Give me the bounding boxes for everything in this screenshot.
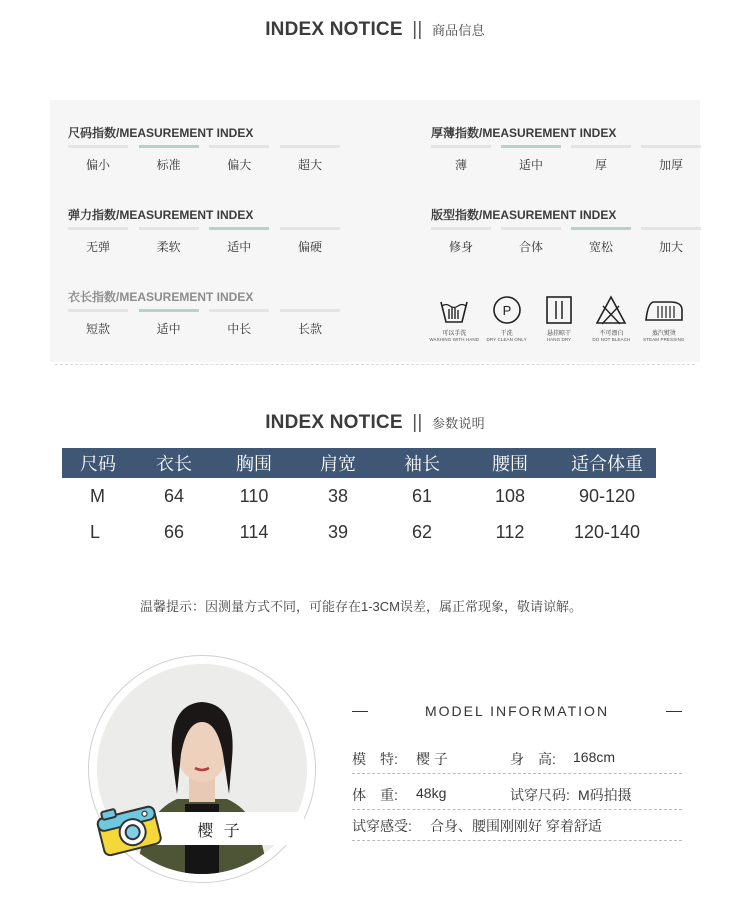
title-text: INDEX NOTICE bbox=[265, 412, 403, 433]
table-cell: 112 bbox=[495, 521, 525, 542]
hang-dry-icon bbox=[543, 294, 575, 326]
scale-option: 超大 bbox=[280, 145, 340, 173]
title-text: INDEX NOTICE bbox=[265, 19, 403, 40]
scale-option: 修身 bbox=[431, 227, 491, 255]
thickness-index bbox=[431, 124, 701, 173]
scale-option: 加大 bbox=[641, 227, 701, 255]
table-cell: M bbox=[90, 485, 105, 506]
scale-option: 偏小 bbox=[68, 145, 128, 173]
scale-option-active: 适中 bbox=[209, 227, 269, 255]
care-symbols bbox=[428, 294, 690, 342]
info-row-weight-size bbox=[352, 785, 682, 810]
scale-option: 薄 bbox=[431, 145, 491, 173]
table-cell: 64 bbox=[163, 485, 185, 506]
dry-clean-icon bbox=[491, 294, 523, 326]
table-cell: 62 bbox=[411, 521, 433, 542]
care-no-bleach: 不可漂白 DO NOT BLEACH bbox=[585, 294, 637, 342]
table-cell: 110 bbox=[239, 485, 269, 506]
steam-iron-icon bbox=[644, 294, 684, 326]
table-cell: 108 bbox=[494, 485, 526, 506]
header-cell: 适合体重 bbox=[558, 448, 656, 478]
table-row bbox=[62, 514, 656, 550]
title-subtitle: 商品信息 bbox=[431, 23, 485, 38]
feel-label: 试穿感受: bbox=[352, 818, 412, 834]
heading-text: MODEL INFORMATION bbox=[424, 703, 610, 719]
care-hang-dry: 悬挂晾干 HANG DRY bbox=[533, 294, 585, 342]
model-name-caption: 樱 子 bbox=[197, 823, 243, 840]
svg-text:P: P bbox=[502, 303, 511, 318]
title-separator: || bbox=[412, 412, 423, 433]
scale-option: 加厚 bbox=[641, 145, 701, 173]
elasticity-index bbox=[68, 206, 340, 255]
index-label: 衣长指数/MEASUREMENT INDEX bbox=[68, 290, 254, 304]
scale-option: 中长 bbox=[209, 309, 269, 337]
size-label: 试穿尺码: bbox=[510, 787, 570, 803]
weight-value: 48kg bbox=[416, 785, 447, 801]
care-dry-clean: P 干洗 DRY CLEAN ONLY bbox=[480, 294, 532, 342]
index-label: 版型指数/MEASUREMENT INDEX bbox=[431, 208, 617, 222]
table-cell: 66 bbox=[163, 521, 185, 542]
table-header-row bbox=[62, 448, 656, 478]
scale-option: 无弹 bbox=[68, 227, 128, 255]
feel-value: 合身、腰围刚刚好 穿着舒适 bbox=[430, 818, 602, 834]
heading-dash bbox=[352, 711, 368, 712]
model-info-heading bbox=[352, 703, 682, 719]
header-cell: 袖长 bbox=[382, 448, 462, 478]
section-divider bbox=[55, 364, 695, 365]
fit-index bbox=[431, 206, 701, 255]
care-hand-wash: 可以手洗 WASHING WITH HAND bbox=[428, 294, 480, 342]
hand-wash-icon bbox=[438, 294, 470, 326]
table-cell: L bbox=[90, 521, 101, 542]
info-row-model-height bbox=[352, 749, 682, 774]
size-table bbox=[62, 448, 656, 550]
header-cell: 胸围 bbox=[214, 448, 294, 478]
header-cell: 肩宽 bbox=[294, 448, 382, 478]
weight-label: 体 重: bbox=[352, 787, 398, 803]
table-cell: 120-140 bbox=[573, 521, 641, 542]
index-label: 厚薄指数/MEASUREMENT INDEX bbox=[431, 126, 617, 140]
height-value: 168cm bbox=[573, 749, 616, 765]
index-label: 弹力指数/MEASUREMENT INDEX bbox=[68, 208, 254, 222]
scale-option-active: 宽松 bbox=[571, 227, 631, 255]
scale-option-active: 标准 bbox=[139, 145, 199, 173]
scale-option: 厚 bbox=[571, 145, 631, 173]
scale-option-active: 适中 bbox=[501, 145, 561, 173]
scale-option: 短款 bbox=[68, 309, 128, 337]
index-scale bbox=[431, 145, 701, 173]
length-index bbox=[68, 288, 340, 337]
scale-option-active: 适中 bbox=[139, 309, 199, 337]
table-cell: 90-120 bbox=[578, 485, 636, 506]
camera-icon bbox=[96, 800, 162, 860]
model-value: 樱 子 bbox=[416, 751, 448, 767]
table-cell: 38 bbox=[327, 485, 349, 506]
size-value: M码拍摄 bbox=[578, 787, 632, 803]
header-cell: 腰围 bbox=[462, 448, 558, 478]
size-info-title bbox=[0, 412, 750, 434]
table-cell: 114 bbox=[239, 521, 269, 542]
table-cell: 39 bbox=[327, 521, 349, 542]
care-steam-iron: 蒸汽熨烫 STEAM PRESSING bbox=[638, 294, 690, 342]
index-label: 尺码指数/MEASUREMENT INDEX bbox=[68, 126, 254, 140]
scale-option: 合体 bbox=[501, 227, 561, 255]
header-cell: 尺码 bbox=[62, 448, 134, 478]
model-label: 模 特: bbox=[352, 751, 398, 767]
scale-option: 偏硬 bbox=[280, 227, 340, 255]
no-bleach-icon bbox=[595, 294, 627, 326]
measurement-notice: 温馨提示：因测量方式不同，可能存在1-3CM误差，属正常现象，敬请谅解。 bbox=[139, 599, 582, 614]
scale-option: 柔软 bbox=[139, 227, 199, 255]
index-scale bbox=[68, 309, 340, 337]
title-subtitle: 参数说明 bbox=[431, 416, 485, 431]
scale-option: 偏大 bbox=[209, 145, 269, 173]
scale-option: 长款 bbox=[280, 309, 340, 337]
index-scale bbox=[68, 227, 340, 255]
index-scale bbox=[431, 227, 701, 255]
table-cell: 61 bbox=[411, 485, 433, 506]
product-info-title bbox=[0, 19, 750, 41]
header-cell: 衣长 bbox=[134, 448, 214, 478]
index-scale bbox=[68, 145, 340, 173]
size-index bbox=[68, 124, 340, 173]
title-separator: || bbox=[412, 19, 423, 40]
heading-dash bbox=[666, 711, 682, 712]
height-label: 身 高: bbox=[510, 751, 556, 767]
info-row-feel bbox=[352, 816, 682, 841]
table-row bbox=[62, 478, 656, 514]
